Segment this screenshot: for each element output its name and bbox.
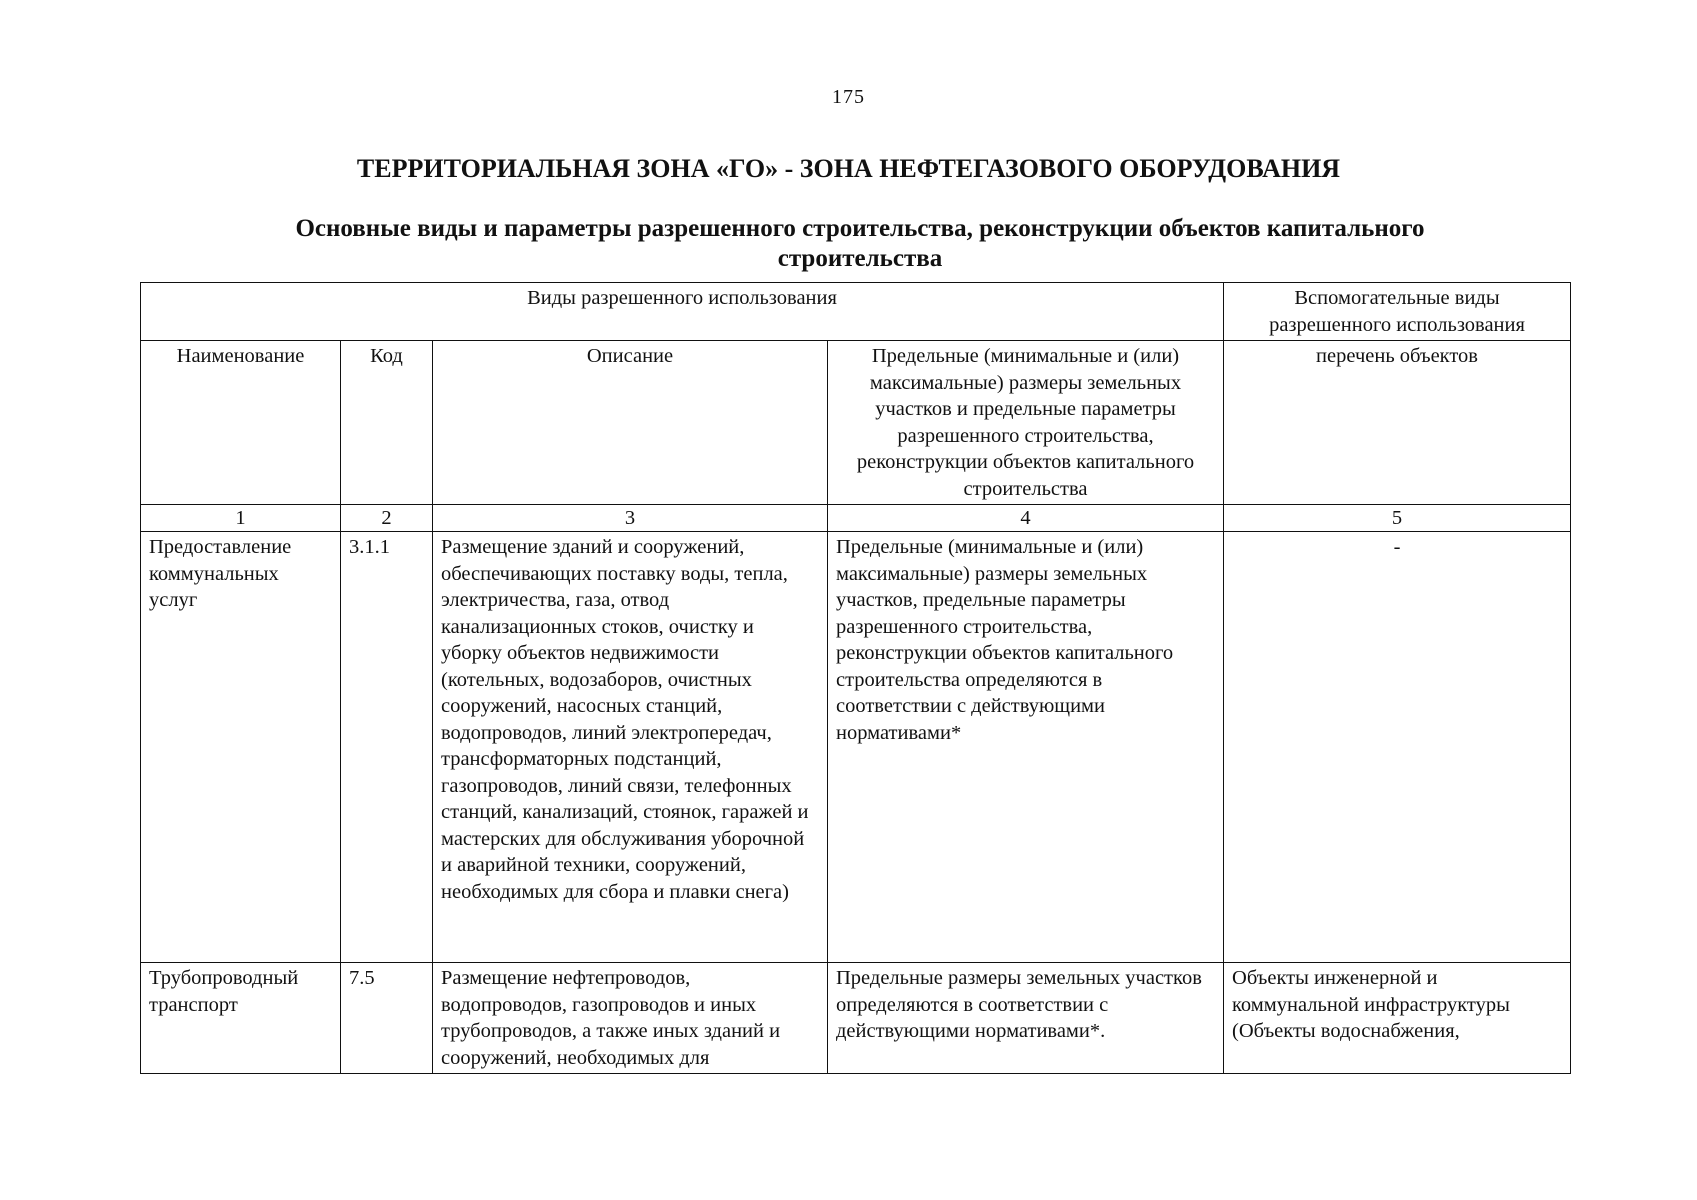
land-use-table: [140, 282, 1571, 1074]
column-number-row: [141, 505, 1571, 532]
cell-name: Трубопроводный транспорт: [141, 963, 341, 1074]
page-number: 175: [832, 86, 865, 108]
column-number: 4: [828, 505, 1224, 532]
table-row: [141, 963, 1571, 1074]
group-header-row: [141, 283, 1571, 341]
column-number: 1: [141, 505, 341, 532]
column-header-objects: перечень объектов: [1224, 341, 1571, 505]
group-header-auxiliary: Вспомогательные виды разрешенного использования: [1224, 283, 1571, 341]
column-number: 5: [1224, 505, 1571, 532]
table-row: [141, 532, 1571, 963]
cell-description: Размещение нефтепроводов, водопроводов, газопроводов и иных трубопроводов, а также иных зданий и сооружений, необходимых для: [433, 963, 828, 1074]
cell-code: 7.5: [341, 963, 433, 1074]
column-header-name: Наименование: [141, 341, 341, 505]
cell-description: Размещение зданий и сооружений, обеспечивающих поставку воды, тепла, электричества, газа, отвод канализационных стоков, очистку и уборку объектов недвижимости (котельных, водозаборов, очистных сооружений, насосных станций, водопроводов, линий электропередач, трансформаторных подстанций, газопроводов, линий связи, телефонных станций, канализаций, стоянок, гаражей и мастерских для обслуживания уборочной и аварийной техники, сооружений, необходимых для сбора и плавки снега): [433, 532, 828, 963]
cell-auxiliary: Объекты инженерной и коммунальной инфраструктуры (Объекты водоснабжения,: [1224, 963, 1571, 1074]
cell-auxiliary: -: [1224, 532, 1571, 963]
zone-title: ТЕРРИТОРИАЛЬНАЯ ЗОНА «ГО» - ЗОНА НЕФТЕГАЗОВОГО ОБОРУДОВАНИЯ: [356, 154, 1341, 183]
cell-parameters: Предельные размеры земельных участков определяются в соответствии с действующими нормативами*.: [828, 963, 1224, 1074]
cell-code: 3.1.1: [341, 532, 433, 963]
group-header-main: Виды разрешенного использования: [141, 283, 1224, 341]
column-header-description: Описание: [433, 341, 828, 505]
cell-name: Предоставление коммунальных услуг: [141, 532, 341, 963]
column-header-row: [141, 341, 1571, 505]
column-header-parameters: Предельные (минимальные и (или) максимальные) размеры земельных участков и предельные параметры разрешенного строительства, реконструкции объектов капитального строительства: [828, 341, 1224, 505]
column-header-code: Код: [341, 341, 433, 505]
column-number: 2: [341, 505, 433, 532]
cell-parameters: Предельные (минимальные и (или) максимальные) размеры земельных участков, предельные параметры разрешенного строительства, реконструкции объектов капитального строительства определяются в соответствии с действующими нормативами*: [828, 532, 1224, 963]
section-title: Основные виды и параметры разрешенного строительства, реконструкции объектов капитального строительства: [295, 215, 1425, 272]
column-number: 3: [433, 505, 828, 532]
